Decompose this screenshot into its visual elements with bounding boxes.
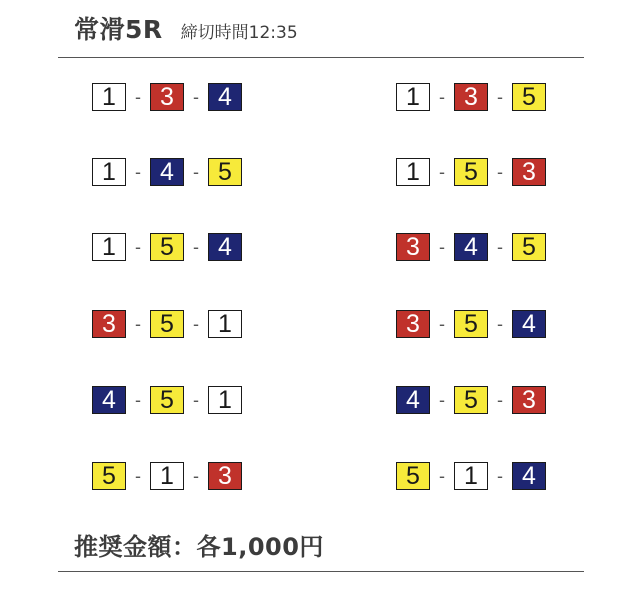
boat-number-3: 3 [92, 310, 126, 338]
separator: - [193, 389, 199, 410]
boat-number-4: 4 [454, 233, 488, 261]
boat-number-3: 3 [150, 83, 184, 111]
separator: - [439, 389, 445, 410]
separator: - [439, 86, 445, 107]
boat-number-1: 1 [396, 83, 430, 111]
boat-number-1: 1 [150, 462, 184, 490]
bet-combination [92, 461, 242, 491]
bet-combination [396, 232, 546, 262]
race-title: 常滑5R [74, 15, 163, 44]
boat-number-5: 5 [208, 158, 242, 186]
boat-number-5: 5 [92, 462, 126, 490]
separator: - [135, 465, 141, 486]
boat-number-4: 4 [512, 462, 546, 490]
boat-number-3: 3 [396, 310, 430, 338]
boat-number-5: 5 [454, 158, 488, 186]
bet-combination [396, 157, 546, 187]
separator: - [135, 86, 141, 107]
boat-number-1: 1 [396, 158, 430, 186]
boat-number-4: 4 [150, 158, 184, 186]
bet-combination [396, 82, 546, 112]
bet-combination [396, 309, 546, 339]
separator: - [497, 236, 503, 257]
separator: - [135, 161, 141, 182]
separator: - [439, 236, 445, 257]
separator: - [439, 313, 445, 334]
boat-number-5: 5 [396, 462, 430, 490]
boat-number-3: 3 [512, 158, 546, 186]
boat-number-3: 3 [396, 233, 430, 261]
separator: - [497, 313, 503, 334]
separator: - [193, 313, 199, 334]
separator: - [193, 236, 199, 257]
boat-number-1: 1 [208, 310, 242, 338]
boat-number-1: 1 [92, 83, 126, 111]
boat-number-5: 5 [454, 386, 488, 414]
boat-number-5: 5 [512, 83, 546, 111]
boat-number-5: 5 [512, 233, 546, 261]
bet-combination [92, 385, 242, 415]
separator: - [135, 313, 141, 334]
separator: - [497, 86, 503, 107]
separator: - [439, 465, 445, 486]
separator: - [497, 465, 503, 486]
separator: - [439, 161, 445, 182]
boat-number-4: 4 [92, 386, 126, 414]
bottom-divider [58, 571, 584, 572]
separator: - [135, 389, 141, 410]
boat-number-1: 1 [454, 462, 488, 490]
bet-combination [92, 157, 242, 187]
boat-number-4: 4 [396, 386, 430, 414]
separator: - [135, 236, 141, 257]
boat-number-4: 4 [512, 310, 546, 338]
boat-number-4: 4 [208, 83, 242, 111]
separator: - [497, 389, 503, 410]
deadline-time: 締切時間12:35 [180, 23, 298, 43]
boat-number-5: 5 [454, 310, 488, 338]
boat-number-1: 1 [208, 386, 242, 414]
separator: - [193, 86, 199, 107]
separator: - [497, 161, 503, 182]
boat-number-5: 5 [150, 310, 184, 338]
separator: - [193, 465, 199, 486]
bet-combination [396, 461, 546, 491]
bet-combination [396, 385, 546, 415]
recommended-amount: 推奨金額：各1,000円 [74, 533, 324, 561]
bet-combination [92, 82, 242, 112]
boat-number-1: 1 [92, 158, 126, 186]
boat-number-5: 5 [150, 386, 184, 414]
boat-number-3: 3 [208, 462, 242, 490]
boat-number-5: 5 [150, 233, 184, 261]
boat-number-3: 3 [454, 83, 488, 111]
boat-number-4: 4 [208, 233, 242, 261]
boat-number-1: 1 [92, 233, 126, 261]
boat-number-3: 3 [512, 386, 546, 414]
bet-combination [92, 309, 242, 339]
separator: - [193, 161, 199, 182]
bet-combination [92, 232, 242, 262]
